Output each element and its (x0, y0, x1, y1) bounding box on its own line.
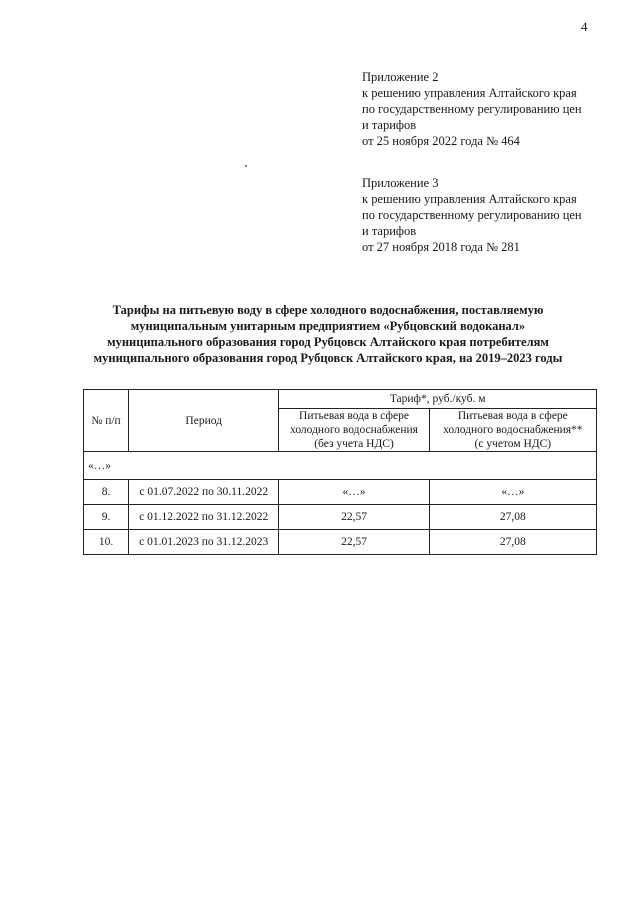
header-without-vat-line: (без учета НДС) (314, 438, 394, 450)
header-with-vat-line: (с учетом НДС) (474, 438, 552, 450)
title-line: муниципального образования город Рубцовск Алтайского края, на 2019–2023 годы (93, 351, 563, 365)
omitted-rows-marker: «…» (84, 452, 597, 480)
cell-period: с 01.01.2023 по 31.12.2023 (129, 530, 279, 555)
cell-without-vat: «…» (279, 480, 429, 505)
appendix-2-reference (362, 69, 582, 149)
cell-with-vat: 27,08 (429, 530, 596, 555)
appendix-3-line: к решению управления Алтайского края (362, 192, 577, 206)
cell-number: 8. (84, 480, 129, 505)
table-row-omitted (84, 452, 597, 480)
appendix-2-line: по государственному регулированию цен (362, 102, 582, 116)
title-line: Тарифы на питьевую воду в сфере холодного водоснабжения, поставляемую (112, 303, 544, 317)
header-with-vat-line: холодного водоснабжения** (443, 424, 583, 436)
appendix-2-line: и тарифов (362, 118, 417, 132)
header-with-vat (429, 409, 596, 452)
tariff-table (83, 389, 597, 555)
cell-with-vat: 27,08 (429, 505, 596, 530)
header-without-vat (279, 409, 429, 452)
header-without-vat-line: холодного водоснабжения (290, 424, 418, 436)
table-row (84, 505, 597, 530)
appendix-2-line: от 25 ноября 2022 года № 464 (362, 134, 520, 148)
appendix-3-line: Приложение 3 (362, 176, 439, 190)
appendix-3-line: и тарифов (362, 224, 417, 238)
cell-number: 9. (84, 505, 129, 530)
cell-number: 10. (84, 530, 129, 555)
scan-speck (245, 165, 247, 167)
title-line: муниципальным унитарным предприятием «Рубцовский водоканал» (130, 319, 526, 333)
appendix-3-line: от 27 ноября 2018 года № 281 (362, 240, 520, 254)
cell-without-vat: 22,57 (279, 530, 429, 555)
appendix-3-reference (362, 175, 582, 255)
header-tariff-group: Тариф*, руб./куб. м (279, 390, 597, 409)
cell-period: с 01.07.2022 по 30.11.2022 (129, 480, 279, 505)
appendix-2-line: к решению управления Алтайского края (362, 86, 577, 100)
page-number: 4 (581, 19, 588, 34)
header-without-vat-line: Питьевая вода в сфере (299, 410, 409, 422)
table-row (84, 480, 597, 505)
cell-period: с 01.12.2022 по 31.12.2022 (129, 505, 279, 530)
cell-with-vat: «…» (429, 480, 596, 505)
header-with-vat-line: Питьевая вода в сфере (457, 410, 568, 422)
document-title (58, 302, 598, 366)
table-row (84, 530, 597, 555)
title-line: муниципального образования город Рубцовск Алтайского края потребителям (107, 335, 549, 349)
appendix-2-line: Приложение 2 (362, 70, 439, 84)
cell-without-vat: 22,57 (279, 505, 429, 530)
header-period: Период (129, 390, 279, 452)
table-header-row (84, 390, 597, 409)
header-number: № п/п (84, 390, 129, 452)
appendix-3-line: по государственному регулированию цен (362, 208, 582, 222)
